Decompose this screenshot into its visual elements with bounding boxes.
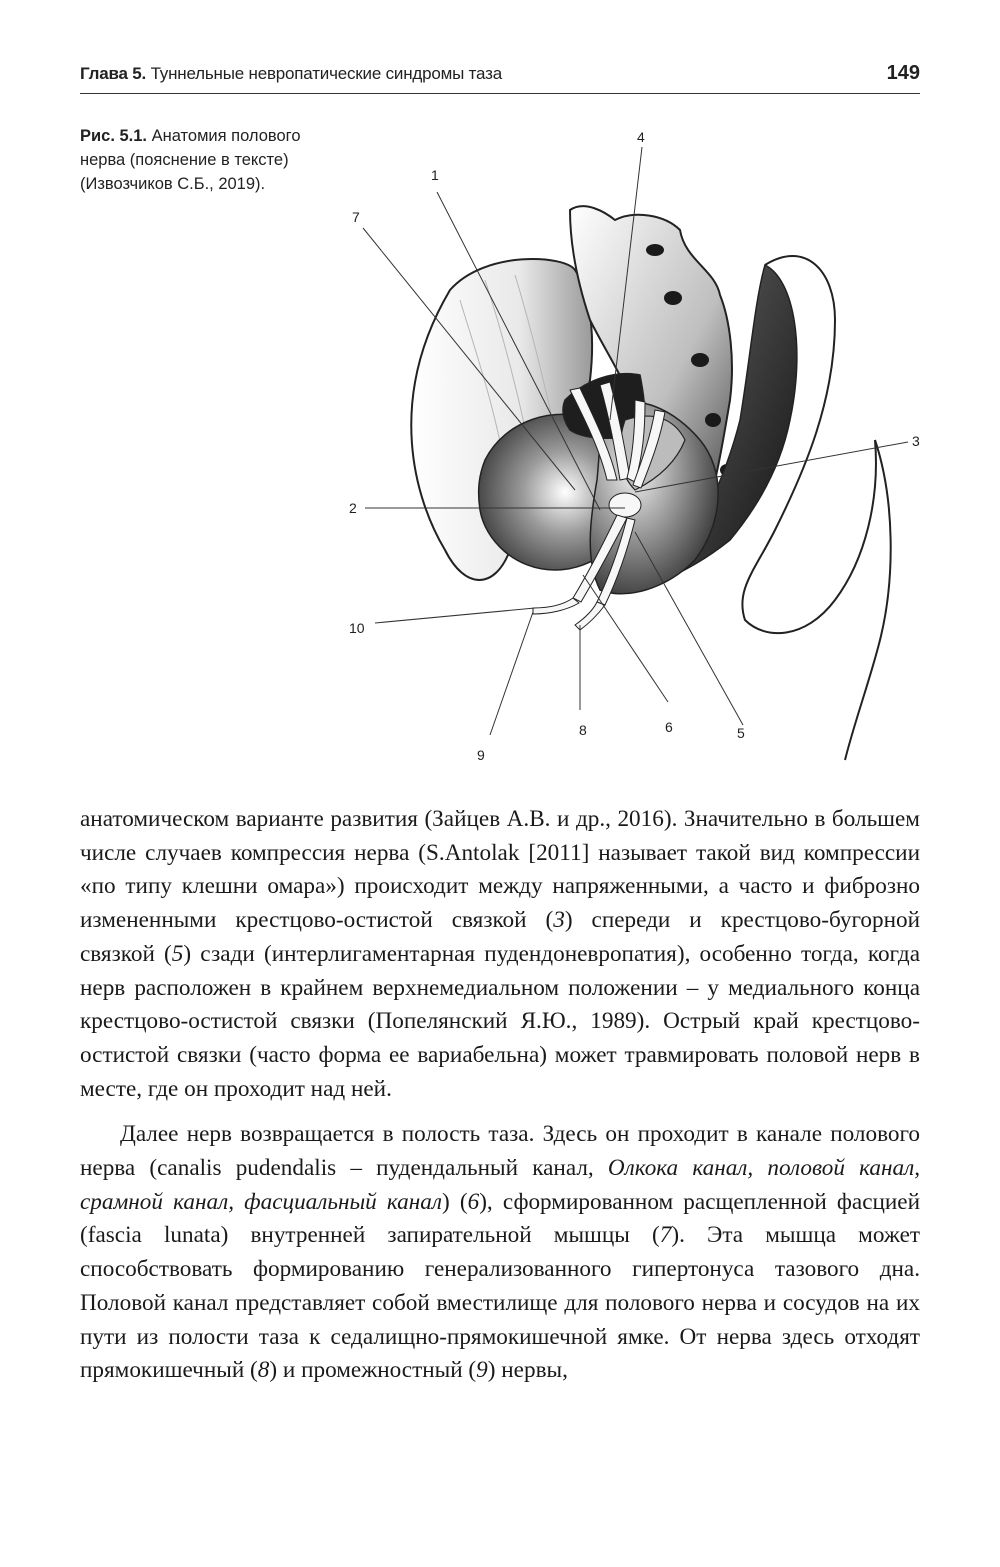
running-head [80,62,920,92]
callout-5: 5 [737,725,745,741]
callout-9: 9 [477,747,485,763]
callout-3: 3 [912,433,920,449]
figure-caption-text: Анатомия полового нерва (пояснение в тексте) (Извозчиков С.Б., 2019). [80,127,301,193]
callout-10: 10 [349,620,365,636]
paragraph-2: Далее нерв возвращается в полость таза. Здесь он проходит в канале полового нерва (canalis pudendalis – пудендальный канал, Олкока канал, половой канал, срамной канал, фасциальный канал) (6), сформированном расщепленной фасцией (fascia lunata) внутренней запирательной мышцы (7). Эта мышца может способствовать формированию генерализованного гипертонуса тазового дна. Половой канал представляет собой вместилище для полового нерва и сосудов на их пути из полости таза к седалищно-прямокишечной ямке. От нерва здесь отходят прямокишечный (8) и промежностный (9) нервы, [80,1121,921,1384]
paragraph-1: анатомическом варианте развития (Зайцев А.В. и др., 2016). Значительно в большем числе случаев компрессия нерва (S.Antolak [2011] называет такой вид компрессии «по типу клешни омара») происходит между напряженными, а часто и фиброзно измененными крестцово-остистой связкой (3) спереди и крестцово-бугорной связкой (5) сзади (интерлигаментарная пудендоневропатия), особенно тогда, когда нерв расположен в крайнем верхнемедиальном положении – у медиального конца крестцово-остистой связки (Попелянский Я.Ю., 1989). Острый край крестцово-остистой связки (часто форма ее вариабельна) может травмировать половой нерв в месте, где он проходит над ней. [80,806,920,1102]
pelvis-anatomy-figure [335,120,940,780]
callout-8: 8 [579,722,587,738]
chapter-title: Глава 5. Туннельные невропатические синдромы таза [80,64,502,83]
callout-7: 7 [352,209,360,225]
callout-6: 6 [665,719,673,735]
figure-caption [80,124,325,196]
callout-2: 2 [349,500,357,516]
callout-4: 4 [637,129,645,145]
body-text [80,803,920,1388]
header-rule [80,93,920,94]
figure-label: Рис. 5.1. [80,127,148,145]
callout-1: 1 [431,167,439,183]
page-number: 149 [886,62,920,84]
